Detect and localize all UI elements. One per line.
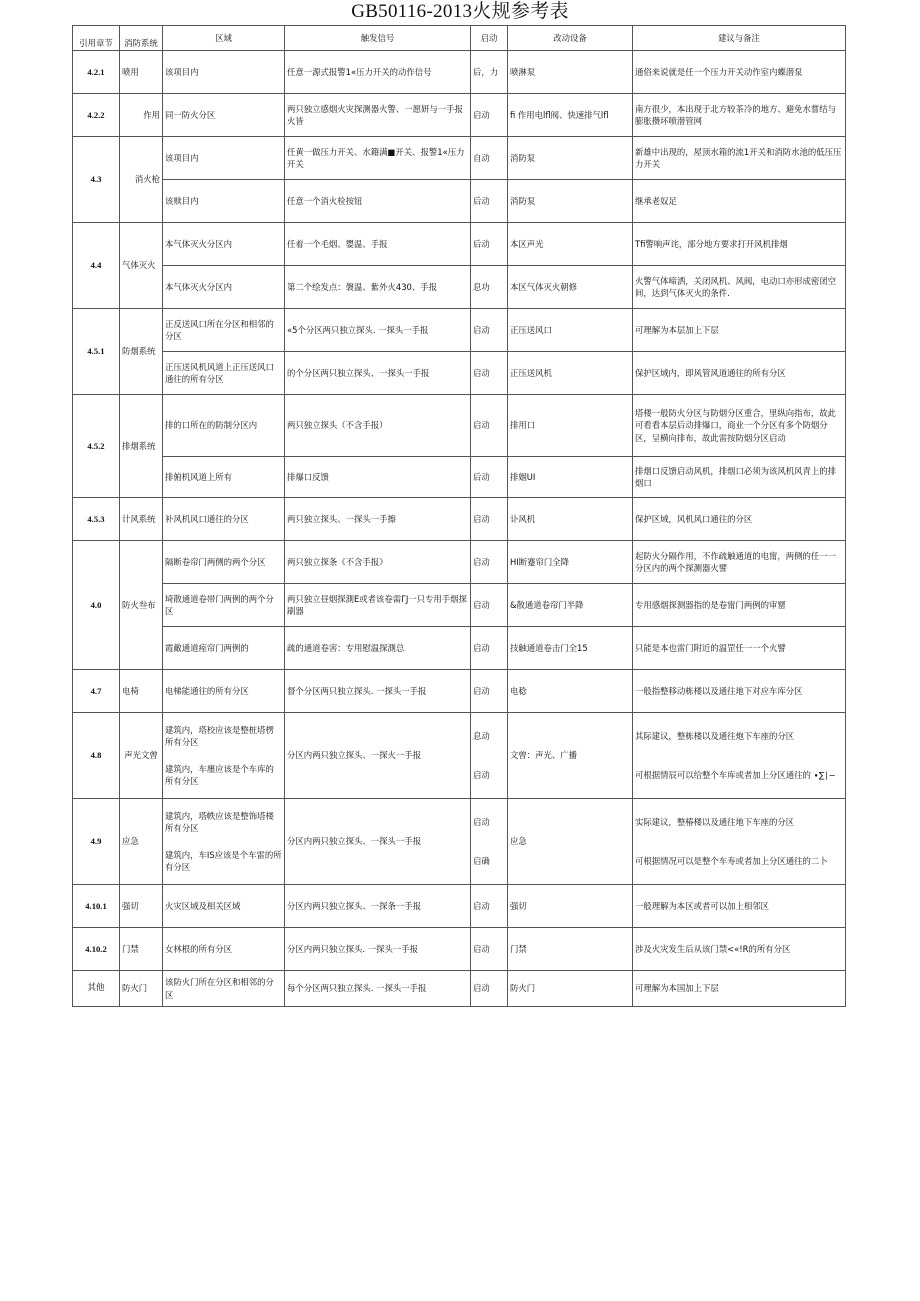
area-cell: 正反送风口所在分区和相邻的分区 bbox=[163, 309, 285, 352]
table-row bbox=[73, 928, 846, 971]
area-cell: 该防火门所在分区和相邻的分区 bbox=[163, 971, 285, 1007]
system-cell: 门禁 bbox=[120, 928, 163, 971]
table-row bbox=[73, 309, 846, 352]
device-cell: 强切 bbox=[508, 885, 633, 928]
table-row bbox=[73, 670, 846, 713]
area-cell: 该项目内 bbox=[163, 137, 285, 180]
note-cell: 专用感烟探测器指的是卷甯门两例的审罂 bbox=[633, 584, 846, 627]
section-cell: 4.8 bbox=[73, 713, 120, 799]
start-line: 息动 bbox=[473, 730, 490, 741]
note-cell: 可理解为本国加上下层 bbox=[633, 971, 846, 1007]
area-line: 建筑内，车IS应该是个车雷的所有分区 bbox=[165, 849, 282, 872]
note-cell: 只能是本也雷门附近的温罡任一一个火譬 bbox=[633, 627, 846, 670]
start-cell: 息功 bbox=[471, 266, 508, 309]
signal-cell: 两只独立昼烟探測E或者该卷需ΓJ一只专用手烟探刷器 bbox=[285, 584, 471, 627]
start-cell: 启动 bbox=[471, 94, 508, 137]
section-cell: 4.10.2 bbox=[73, 928, 120, 971]
device-cell: 本区气体灭火朝修 bbox=[508, 266, 633, 309]
note-cell: 保护区域内，即风管风道通往的所有分区 bbox=[633, 352, 846, 395]
note-line: 可根据情辰可以给整个车库或者加上分区通往的 ∙∑∣− bbox=[635, 769, 836, 780]
section-cell: 其他 bbox=[73, 971, 120, 1007]
note-cell: 一般指整移动栋楼以及通往地下对应车库分区 bbox=[633, 670, 846, 713]
device-cell: 技触通道卷击门全15 bbox=[508, 627, 633, 670]
table-row bbox=[73, 498, 846, 541]
note-cell: 继承老奴足 bbox=[633, 180, 846, 223]
start-cell: 启动 bbox=[471, 309, 508, 352]
signal-cell: 任着一个毛烟、嬰温、手报 bbox=[285, 223, 471, 266]
signal-cell: 分区内两只独立探头、一探头一手报 bbox=[285, 799, 471, 885]
header-system: 消防系统 bbox=[120, 26, 163, 51]
note-cell bbox=[633, 799, 846, 885]
section-cell: 4.2.1 bbox=[73, 51, 120, 94]
area-cell: 正压送风机风道上正压送风口通往的所有分区 bbox=[163, 352, 285, 395]
device-cell: 喷淋泵 bbox=[508, 51, 633, 94]
table-row bbox=[73, 713, 846, 799]
signal-cell: 两只独立探头（不含手报） bbox=[285, 395, 471, 457]
start-cell: 启动 bbox=[471, 627, 508, 670]
signal-cell: 两只独立探头、一探头一手擦 bbox=[285, 498, 471, 541]
section-cell: 4.2.2 bbox=[73, 94, 120, 137]
device-cell: 门禁 bbox=[508, 928, 633, 971]
system-cell: 声光文曾 bbox=[120, 713, 163, 799]
signal-cell: 任意一个消火检按钮 bbox=[285, 180, 471, 223]
system-cell: 作用 bbox=[120, 94, 163, 137]
table-row bbox=[73, 627, 846, 670]
system-cell: 防火叁布 bbox=[120, 541, 163, 670]
start-cell: 启动 bbox=[471, 352, 508, 395]
area-cell: 本气体灭火分区内 bbox=[163, 266, 285, 309]
start-cell: 自动 bbox=[471, 137, 508, 180]
start-cell: 启动 bbox=[471, 928, 508, 971]
area-cell: 电梯能通往的所有分区 bbox=[163, 670, 285, 713]
section-cell: 4.5.2 bbox=[73, 395, 120, 498]
note-cell: 排烟口反馈启动风机，排烟口必须为该风机风青上的排烟口 bbox=[633, 457, 846, 498]
signal-cell: 分区内两只独立探头. 一探头一手报 bbox=[285, 928, 471, 971]
start-cell: 启动 bbox=[471, 885, 508, 928]
device-cell: 正压送风机 bbox=[508, 352, 633, 395]
system-cell: 气体灭火 bbox=[120, 223, 163, 309]
device-cell: 排用口 bbox=[508, 395, 633, 457]
note-cell: 涉及火灾发生后从该门禁<«!R的所有分区 bbox=[633, 928, 846, 971]
start-cell: 启动 bbox=[471, 498, 508, 541]
start-cell: 启动 bbox=[471, 584, 508, 627]
table-row bbox=[73, 180, 846, 223]
area-cell: 隔断卷帘门两侧的两个分区 bbox=[163, 541, 285, 584]
note-line: 可根据情况可以是整个车寿或者加上分区通往的二卜 bbox=[635, 855, 828, 866]
section-cell: 4.3 bbox=[73, 137, 120, 223]
area-cell: 排的口所在的防制分区内 bbox=[163, 395, 285, 457]
area-cell: 同一防火分区 bbox=[163, 94, 285, 137]
table-row bbox=[73, 799, 846, 885]
area-line: 建筑内，车廛应该是个车库的所有分区 bbox=[165, 763, 274, 786]
section-cell: 4.9 bbox=[73, 799, 120, 885]
note-cell: 火警气体啼洒，关闭风机、风阀，电动口亦形成密闭空间，达到气体灭火的条件. bbox=[633, 266, 846, 309]
device-cell: 消防泵 bbox=[508, 180, 633, 223]
signal-cell: 排爆口反馈 bbox=[285, 457, 471, 498]
signal-cell: 疏的通道卷害：专用慰温探測总 bbox=[285, 627, 471, 670]
signal-cell: 两只独立探条《不含手报》 bbox=[285, 541, 471, 584]
device-cell: 应急 bbox=[508, 799, 633, 885]
area-cell: 本气体灭火分区内 bbox=[163, 223, 285, 266]
table-row bbox=[73, 352, 846, 395]
device-cell: 电稔 bbox=[508, 670, 633, 713]
system-cell: 强切 bbox=[120, 885, 163, 928]
start-cell: 启动 bbox=[471, 670, 508, 713]
area-cell bbox=[163, 799, 285, 885]
device-cell: 防火门 bbox=[508, 971, 633, 1007]
device-cell: &散通道卷帘门半降 bbox=[508, 584, 633, 627]
table-row bbox=[73, 395, 846, 457]
table-row bbox=[73, 223, 846, 266]
signal-cell: 任黄一做压力开关、水籍满■开关、报警1«压力开关 bbox=[285, 137, 471, 180]
section-cell: 4.5.1 bbox=[73, 309, 120, 395]
system-cell: 应急 bbox=[120, 799, 163, 885]
note-cell bbox=[633, 713, 846, 799]
table-header-row bbox=[73, 26, 846, 51]
start-cell: 后，力 bbox=[471, 51, 508, 94]
start-line: 启动 bbox=[473, 816, 490, 827]
note-line: 其际建议，整栋楼以及通往炮下车座的分区 bbox=[635, 730, 795, 741]
table-row bbox=[73, 971, 846, 1007]
start-cell: 后动 bbox=[471, 457, 508, 498]
note-cell: 可理解为本层加上下层 bbox=[633, 309, 846, 352]
note-cell: 保护区域，风机风口通往的分区 bbox=[633, 498, 846, 541]
signal-cell: 两只独立感烟火灾探测器火警、一愿妍与一手报火皆 bbox=[285, 94, 471, 137]
area-cell: 补风机风口通往的分区 bbox=[163, 498, 285, 541]
start-line: 启确 bbox=[473, 855, 490, 866]
area-cell: 霞敵通道痓帘门两例的 bbox=[163, 627, 285, 670]
header-notes: 建议与备注 bbox=[633, 26, 846, 51]
device-cell: 正压送风口 bbox=[508, 309, 633, 352]
device-cell: 讣风机 bbox=[508, 498, 633, 541]
system-cell: 防烟系统 bbox=[120, 309, 163, 395]
header-area: 区域 bbox=[163, 26, 285, 51]
start-cell bbox=[471, 713, 508, 799]
note-cell: 通俗来说就是任一个压力开关动作室内蝶潜泵 bbox=[633, 51, 846, 94]
section-cell: 4.10.1 bbox=[73, 885, 120, 928]
system-cell: 喷用 bbox=[120, 51, 163, 94]
table-row bbox=[73, 137, 846, 180]
note-cell: 新雄中出现的，屋顶水箱的流1开关和消防水池的低压压力开关 bbox=[633, 137, 846, 180]
system-cell: 电椅 bbox=[120, 670, 163, 713]
signal-cell: 督个分区两只独立探头. 一探头一手报 bbox=[285, 670, 471, 713]
area-cell: 火灾区域及相关区域 bbox=[163, 885, 285, 928]
note-cell: 南方很少，本出现于北方较茶冷的地方、避免水嘗结与膨胀攒坏喷潜管网 bbox=[633, 94, 846, 137]
signal-cell: 分区内两只独立探头、一探条一手报 bbox=[285, 885, 471, 928]
note-cell: Tfi警响声诧，部分地方要求打开风机排烟 bbox=[633, 223, 846, 266]
device-cell: 排姻UI bbox=[508, 457, 633, 498]
area-cell: 该赎目内 bbox=[163, 180, 285, 223]
area-cell: 埼散通道卷帯门两例的两个分区 bbox=[163, 584, 285, 627]
header-trigger-signal: 触发信号 bbox=[285, 26, 471, 51]
system-cell: 防火门 bbox=[120, 971, 163, 1007]
fire-code-reference-table bbox=[72, 25, 846, 1007]
start-cell: 启动 bbox=[471, 971, 508, 1007]
device-cell: 本区声光 bbox=[508, 223, 633, 266]
start-line: 启动 bbox=[473, 769, 490, 780]
signal-cell: 每个分区两只独立探头. 一探头一手报 bbox=[285, 971, 471, 1007]
signal-cell: 任意一源式报警1«压力开关的动作信号 bbox=[285, 51, 471, 94]
system-cell: 消火枪 bbox=[120, 137, 163, 223]
section-cell: 4.0 bbox=[73, 541, 120, 670]
signal-cell: 的个分区两只独立探头、一探头一手报 bbox=[285, 352, 471, 395]
note-line: 实际建议，整椿楼以及通往地下车座的分区 bbox=[635, 816, 795, 827]
device-cell: 消防泵 bbox=[508, 137, 633, 180]
start-cell: 后动 bbox=[471, 223, 508, 266]
start-cell: 启动 bbox=[471, 395, 508, 457]
device-cell: fi 作用电lfl阀、快速排气lfl bbox=[508, 94, 633, 137]
note-cell: 塔楼一般防火分区与防烟分区重合，里纵向指布，故此可看看本层后动排爆口，商业一个分区有多个防烟分区，呈横向排布，故此雷按防烟分区启动 bbox=[633, 395, 846, 457]
area-cell bbox=[163, 713, 285, 799]
system-cell: 排烟系统 bbox=[120, 395, 163, 498]
signal-cell: 分区内两只独立探头、一探火一手报 bbox=[285, 713, 471, 799]
table-row bbox=[73, 457, 846, 498]
page-title: GB50116-2013火规参考表 bbox=[351, 1, 569, 22]
area-line: 建筑内，塔帙应该是整饰塔楼所有分区 bbox=[165, 810, 274, 833]
device-cell: 文曾：声光、广播 bbox=[508, 713, 633, 799]
note-cell: 一般理解为本区或者可以加上相邻区 bbox=[633, 885, 846, 928]
area-cell: 排俯机风道上所有 bbox=[163, 457, 285, 498]
header-start: 启动 bbox=[471, 26, 508, 51]
system-cell: 计风系统 bbox=[120, 498, 163, 541]
table-row bbox=[73, 885, 846, 928]
note-cell: 起防火分隔作用，不作疏触通道的电甯，两侧的任一一分区内的两个探测器火譬 bbox=[633, 541, 846, 584]
section-cell: 4.5.3 bbox=[73, 498, 120, 541]
start-cell bbox=[471, 799, 508, 885]
section-cell: 4.7 bbox=[73, 670, 120, 713]
table-row bbox=[73, 541, 846, 584]
area-line: 建筑内，塔校应该是整桩塔楞所有分区 bbox=[165, 724, 274, 747]
header-section: 引用章节 bbox=[73, 26, 120, 51]
signal-cell: «5个分区两只独立探头. 一探头一手报 bbox=[285, 309, 471, 352]
header-device: 改动设备 bbox=[508, 26, 633, 51]
signal-cell: 第二个绘发点：褩温、紫外火430、手报 bbox=[285, 266, 471, 309]
table-row bbox=[73, 266, 846, 309]
start-cell: 启动 bbox=[471, 541, 508, 584]
area-cell: 该项目内 bbox=[163, 51, 285, 94]
table-row bbox=[73, 94, 846, 137]
device-cell: HI断蹇帘门全降 bbox=[508, 541, 633, 584]
area-cell: 女林根的所有分区 bbox=[163, 928, 285, 971]
section-cell: 4.4 bbox=[73, 223, 120, 309]
table-row bbox=[73, 51, 846, 94]
table-row bbox=[73, 584, 846, 627]
start-cell: 后动 bbox=[471, 180, 508, 223]
